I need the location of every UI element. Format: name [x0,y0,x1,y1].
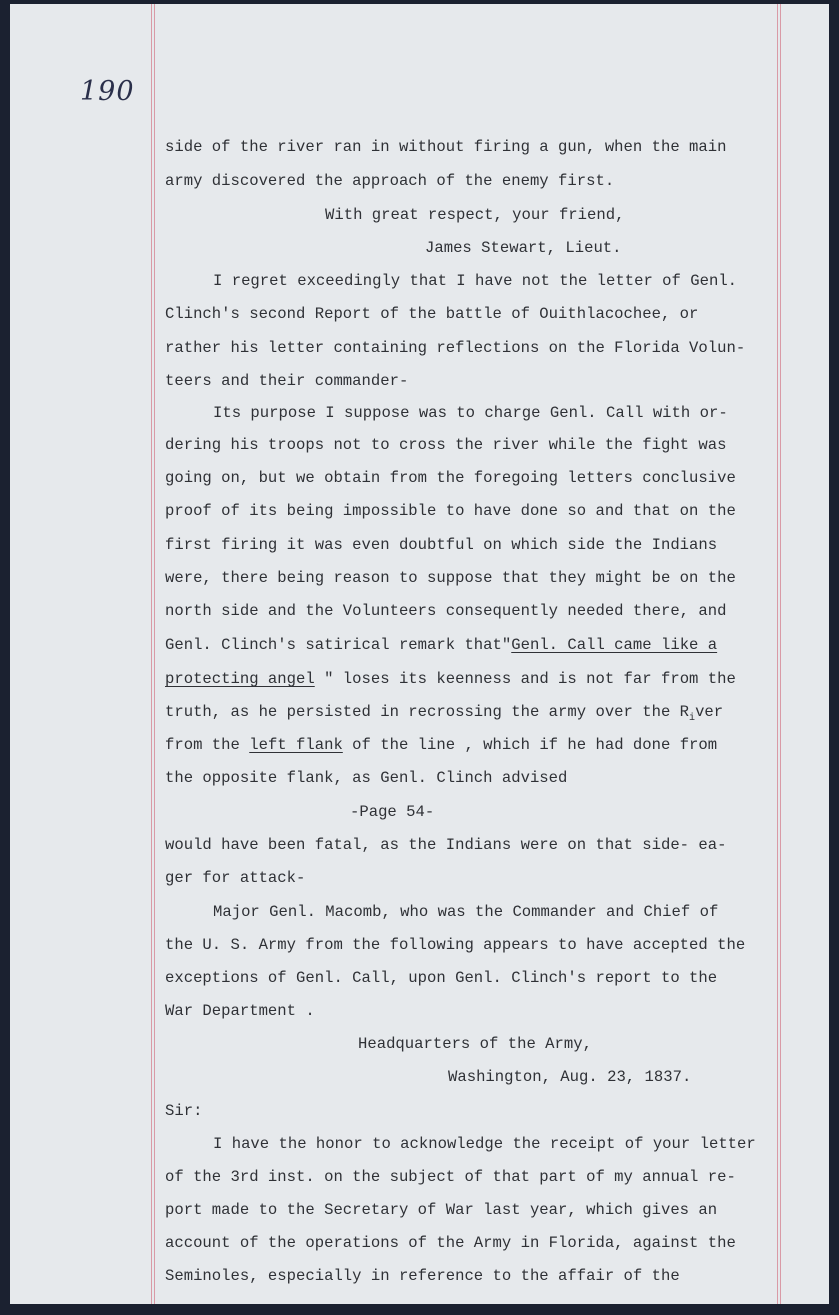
text-line: going on, but we obtain from the foregoing letters conclusive [165,469,736,487]
underlined-phrase: left flank [249,736,343,754]
text-line [165,702,723,729]
text-line: Major Genl. Macomb, who was the Commander and Chief of [213,903,719,921]
closing-salutation: With great respect, your friend, [325,206,625,224]
text-line [165,735,717,755]
text-segment: ver [695,703,724,721]
text-line: the opposite flank, as Genl. Clinch advised [165,769,568,787]
text-line: Seminoles, especially in reference to the affair of the [165,1267,680,1285]
left-margin-line-2 [154,4,155,1304]
right-margin-line [777,4,778,1304]
underlined-quote: protecting angel [165,670,315,688]
text-line: Its purpose I suppose was to charge Genl. Call with or- [213,404,728,422]
right-margin-line-2 [780,4,781,1304]
text-line: teers and their commander- [165,372,409,390]
text-line: I regret exceedingly that I have not the letter of Genl. [213,272,738,290]
text-line: dering his troops not to cross the river while the fight was [165,436,727,454]
text-line: the U. S. Army from the following appears to have accepted the [165,936,746,954]
left-margin-line [151,4,152,1304]
text-line: north side and the Volunteers consequently needed there, and [165,602,727,620]
text-line: exceptions of Genl. Call, upon Genl. Clinch's report to the [165,969,718,987]
text-line: Clinch's second Report of the battle of Ouithlacochee, or [165,305,699,323]
text-line: of the 3rd inst. on the subject of that part of my annual re- [165,1168,736,1186]
text-line: were, there being reason to suppose that they might be on the [165,569,736,587]
text-segment: i [689,713,696,724]
text-segment: " loses its keenness and is not far from the [314,670,736,688]
text-line: side of the river ran in without firing a gun, when the main [165,138,727,156]
text-line: first firing it was even doubtful on which side the Indians [165,536,718,554]
text-line [165,669,736,689]
text-line: rather his letter containing reflections on the Florida Volun- [165,339,746,357]
text-line: War Department . [165,1002,315,1020]
letter-date: Washington, Aug. 23, 1837. [448,1068,692,1086]
document-page [10,4,829,1304]
text-segment: of the line , which if he had done from [342,736,718,754]
signature-line: James Stewart, Lieut. [425,239,622,257]
text-segment: from the [165,736,250,754]
page-number: 190 [80,76,135,107]
letter-salutation: Sir: [165,1102,203,1120]
text-segment: Genl. Clinch's satirical remark that" [165,636,512,654]
text-line: army discovered the approach of the enemy first. [165,172,615,190]
text-line [165,635,717,655]
text-line: proof of its being impossible to have done so and that on the [165,502,736,520]
page-marker: -Page 54- [350,803,435,821]
text-line: I have the honor to acknowledge the receipt of your letter [213,1135,756,1153]
text-segment: truth, as he persisted in recrossing the army over the R [165,703,690,721]
letter-heading: Headquarters of the Army, [358,1035,592,1053]
text-line: would have been fatal, as the Indians were on that side- ea- [165,836,727,854]
text-line: account of the operations of the Army in Florida, against the [165,1234,736,1252]
text-line: port made to the Secretary of War last year, which gives an [165,1201,718,1219]
underlined-quote: Genl. Call came like a [511,636,718,654]
text-line: ger for attack- [165,869,306,887]
